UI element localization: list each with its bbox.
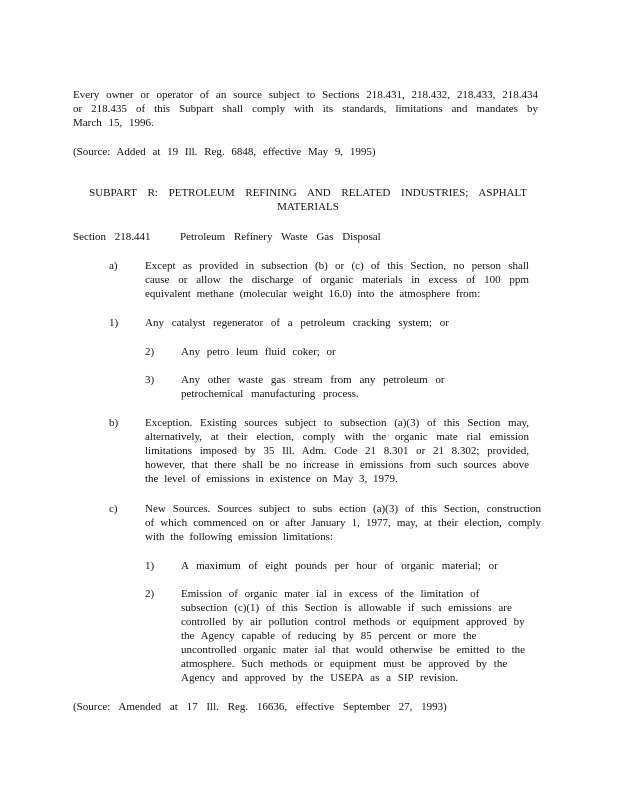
subsection-label: 2) [145, 588, 155, 600]
subsection-label: b) [109, 417, 119, 429]
subpart-heading-line1: SUBPART R: PETROLEUM REFINING AND RELATED INDUSTRIES; ASPHALT [89, 187, 527, 199]
subsection-a3 [0, 373, 618, 401]
subsection-label: 1) [145, 560, 155, 572]
subsection-label: 3) [145, 374, 155, 386]
subsection-label: 2) [145, 346, 155, 358]
subsection-c [0, 502, 618, 546]
subsection-label: a) [109, 260, 118, 272]
subsection-text: Except as provided in subsection (b) or (c) of this Section, no person shall cause or allow the discharge of organic materials in excess of 100 ppm equivalent methane (molecular weight 16.0) into the atmosphere from: [145, 260, 529, 300]
subsection-a1 [0, 316, 618, 330]
subsection-b [0, 416, 618, 488]
intro-paragraph: Every owner or operator of an source subject to Sections 218.431, 218.432, 218.433, 218.434 or 218.435 of this Subpart shall comply with its standards, limitations and mandates by March 15, 1996. [73, 89, 538, 129]
section-heading [73, 230, 543, 244]
subpart-heading [73, 186, 543, 214]
subsection-a [0, 259, 618, 303]
subsection-text: Any petro leum fluid coker; or [181, 346, 336, 358]
section-title: Petroleum Refinery Waste Gas Disposal [180, 231, 381, 243]
subsection-text: Any other waste gas stream from any petroleum or petrochemical manufacturing process. [181, 374, 445, 400]
subpart-heading-line2: MATERIALS [277, 201, 339, 213]
source-note: (Source: Added at 19 Ill. Reg. 6848, effective May 9, 1995) [73, 146, 376, 158]
subsection-a2 [0, 345, 618, 359]
subsection-label: 1) [109, 317, 119, 329]
source-note: (Source: Amended at 17 Ill. Reg. 16636, effective September 27, 1993) [73, 701, 447, 713]
subsection-label: c) [109, 503, 118, 515]
subsection-text: Exception. Existing sources subject to subsection (a)(3) of this Section may, alternatively, at their election, comply with the organic mate rial emission limitations imposed by 35 Ill. Adm. Code 21 8.301 or 21 8.302; provided, however, that there shall be no increase in emissions from such sources above the level of emissions in existence on May 3, 1979. [145, 417, 529, 485]
subsection-c1 [0, 559, 618, 573]
subsection-text: Any catalyst regenerator of a petroleum cracking system; or [145, 317, 449, 329]
subsection-c2 [0, 587, 618, 687]
subsection-text: Emission of organic mater ial in excess of the limitation of subsection (c)(1) of this Section is allowable if such emissions are controlled by air pollution control methods or equipment approved by the Agency capable of reducing by 85 percent or more the uncontrolled organic mater ial that would otherwise be emitted to the atmosphere. Such methods or equipment must be approved by the Agency and approved by the USEPA as a SIP revision. [181, 588, 526, 684]
subsection-text: New Sources. Sources subject to subs ection (a)(3) of this Section, construction of which commenced on or after January 1, 1977, may, at their election, comply with the following emission limitations: [145, 503, 541, 543]
subsection-text: A maximum of eight pounds per hour of organic material; or [181, 560, 498, 572]
section-number: Section 218.441 [73, 231, 151, 243]
